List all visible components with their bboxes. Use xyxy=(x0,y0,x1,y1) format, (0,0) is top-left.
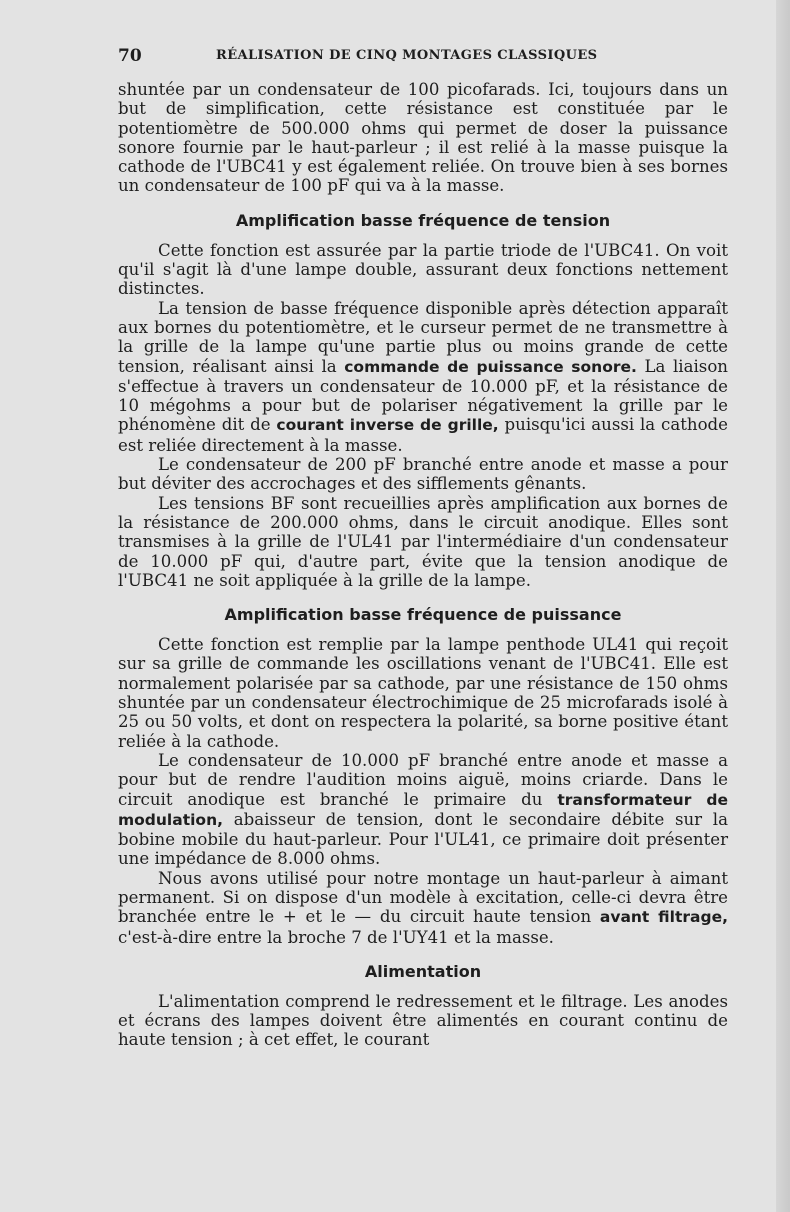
bold-term: commande de puissance sonore. xyxy=(344,357,637,376)
intro-paragraph: shuntée par un condensateur de 100 picofarads. Ici, toujours dans un but de simplification, cette résistance est constituée par le potentiomètre de 500.000 ohms qui permet de doser la puissance sonore fournie par le haut-parleur ; il est relié à la masse puisque la cathode de l'UBC41 y est également reliée. On trouve bien à ses bornes un condensateur de 100 pF qui va à la masse. xyxy=(118,80,728,196)
bold-term: transformateur de modulation, xyxy=(118,790,728,829)
paragraph: Le condensateur de 200 pF branché entre anode et masse a pour but déviter des accrochages et des sifflements gênants. xyxy=(118,455,728,494)
text-run: abaisseur de tension, dont le secondaire débite sur la bobine mobile du haut-parleur. Pour l'UL41, ce primaire doit présenter une impédance de 8.000 ohms. xyxy=(118,809,728,869)
page-header xyxy=(118,46,728,70)
paragraph xyxy=(118,299,728,455)
page-number: 70 xyxy=(118,46,142,66)
paragraph: Les tensions BF sont recueillies après amplification aux bornes de la résistance de 200.000 ohms, dans le circuit anodique. Elles sont transmises à la grille de l'UL41 par l'intermédiaire d'un condensateur de 10.000 pF qui, d'autre part, évite que la tension anodique de l'UBC41 ne soit appliquée à la grille de la lampe. xyxy=(118,493,728,590)
page-body xyxy=(118,80,728,1050)
text-run: La liaison s'effectue à travers un condensateur de 10.000 pF, et la résistance de 10 mégohms a pour but de polariser négativement la grille par le phénomène dit de xyxy=(118,356,728,435)
paragraph xyxy=(118,869,728,947)
running-title: RÉALISATION DE CINQ MONTAGES CLASSIQUES xyxy=(216,48,598,63)
text-run: Le condensateur de 10.000 pF branché entre anode et masse a pour but de rendre l'audition moins aiguë, moins criarde. Dans le circuit anodique est branché le primaire du xyxy=(118,750,728,809)
bold-term: avant filtrage, xyxy=(599,908,728,927)
heading-amplification-tension: Amplification basse fréquence de tension xyxy=(235,210,611,230)
text-run: puisqu'ici aussi la cathode est reliée directement à la masse. xyxy=(118,415,728,455)
paragraph: L'alimentation comprend le redressement et le filtrage. Les anodes et écrans des lampes doivent être alimentés en courant continu de haute tension ; à cet effet, le courant xyxy=(118,991,728,1050)
heading-amplification-puissance: Amplification basse fréquence de puissance xyxy=(224,605,622,625)
bold-term: courant inverse de grille, xyxy=(276,416,499,435)
paragraph: Cette fonction est remplie par la lampe penthode UL41 qui reçoit sur sa grille de commande les oscillations venant de l'UBC41. Elle est normalement polarisée par sa cathode, par une résistance de 150 ohms shuntée par un condensateur électrochimique de 25 microfarads isolé à 25 ou 50 volts, et dont on respectera la polarité, sa borne positive étant reliée à la cathode. xyxy=(118,635,728,751)
paragraph xyxy=(118,751,728,869)
paragraph: Cette fonction est assurée par la partie triode de l'UBC41. On voit qu'il s'agit là d'une lampe double, assurant deux fonctions nettement distinctes. xyxy=(118,240,728,299)
text-run: c'est-à-dire entre la broche 7 de l'UY41 et la masse. xyxy=(118,927,554,947)
heading-alimentation: Alimentation xyxy=(364,961,482,981)
text-run: La tension de basse fréquence disponible après détection apparaît aux bornes du potentiomètre, et le curseur permet de ne transmettre à la grille de la lampe qu'une partie plus ou moins grande de cette tension, réalisant ainsi la xyxy=(118,298,728,376)
text-run: Nous avons utilisé pour notre montage un haut-parleur à aimant permanent. Si on dispose d'un modèle à excitation, celle-ci devra être branchée entre le + et le — du circuit haute tension xyxy=(118,868,728,927)
